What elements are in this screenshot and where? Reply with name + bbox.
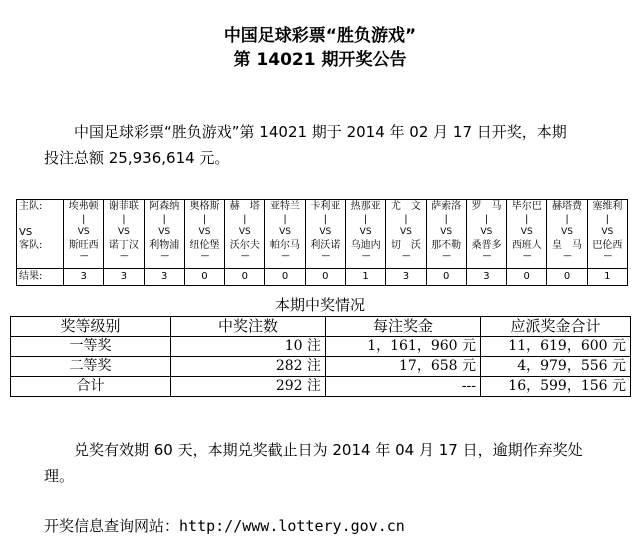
prize-table bbox=[10, 316, 631, 397]
home-team: 萨索洛 bbox=[431, 201, 462, 212]
match-result: 0 bbox=[265, 269, 305, 286]
vs-bar: | bbox=[525, 214, 529, 225]
away-team: 利物浦 bbox=[149, 240, 180, 251]
dash-mark: ---- bbox=[160, 251, 168, 260]
match-cell bbox=[305, 200, 345, 269]
home-team: 赫 塔 bbox=[229, 201, 260, 212]
away-team: 纽伦堡 bbox=[189, 240, 220, 251]
vs-mark: VS bbox=[279, 227, 291, 237]
vs-bar: | bbox=[202, 214, 207, 225]
vs-bar: | bbox=[444, 214, 448, 225]
dash-mark: ---- bbox=[522, 251, 531, 260]
match-cell bbox=[587, 200, 627, 269]
dash-mark: ---- bbox=[563, 251, 571, 260]
away-team: 乌迪内 bbox=[350, 240, 381, 251]
query-site bbox=[44, 515, 405, 537]
away-team: 帕尔马 bbox=[270, 240, 301, 251]
dash-mark: ---- bbox=[120, 251, 128, 260]
notice-line-1: 兑奖有效期 60 天，本期兑奖截止日为 2014 年 04 月 17 日，逾期作弃奖处 bbox=[74, 441, 583, 459]
away-team: 那不勒 bbox=[431, 240, 462, 251]
away-team: 切 沃 bbox=[390, 240, 421, 251]
prize-per: 1，161，960 元 bbox=[326, 337, 481, 357]
match-cell bbox=[64, 200, 104, 269]
query-site-label: 开奖信息查询网站： bbox=[44, 517, 180, 535]
match-result: 3 bbox=[64, 269, 104, 286]
prize-count: 292 注 bbox=[171, 377, 326, 397]
match-result: 3 bbox=[466, 269, 506, 286]
away-team: 沃尔夫 bbox=[229, 240, 260, 251]
intro-paragraph bbox=[44, 119, 624, 171]
vs-bar: | bbox=[565, 214, 569, 225]
away-team: 皇 马 bbox=[552, 240, 583, 251]
dash-mark: ---- bbox=[361, 251, 370, 260]
prize-level: 一等奖 bbox=[11, 337, 171, 357]
away-team: 西班人 bbox=[511, 240, 542, 251]
match-cell bbox=[507, 200, 547, 269]
header-level: 奖等级别 bbox=[11, 317, 171, 337]
notice-line-2: 理。 bbox=[44, 467, 75, 485]
header-per: 每注奖金 bbox=[326, 317, 481, 337]
home-team: 塞维利 bbox=[592, 201, 623, 212]
match-result: 0 bbox=[507, 269, 547, 286]
home-team: 赫塔费 bbox=[552, 201, 583, 212]
vs-mark: VS bbox=[601, 227, 614, 237]
home-team: 毕尔巴 bbox=[511, 201, 542, 212]
announcement-title: 中国足球彩票“胜负游戏” bbox=[223, 26, 417, 46]
away-label: 客队: bbox=[19, 240, 43, 251]
intro-line-2: 投注总额 25,936,614 元。 bbox=[44, 149, 230, 167]
vs-bar: | bbox=[162, 214, 166, 225]
home-label: 主队: bbox=[19, 201, 43, 212]
away-team: 桑普多 bbox=[471, 240, 502, 251]
match-cell bbox=[265, 200, 305, 269]
home-team: 热那亚 bbox=[350, 201, 381, 212]
dash-mark: ---- bbox=[321, 251, 330, 260]
row-labels-cell bbox=[17, 200, 64, 269]
dash-mark: ---- bbox=[281, 251, 289, 260]
away-team: 斯旺西 bbox=[68, 240, 99, 251]
match-result: 0 bbox=[426, 269, 466, 286]
header-total: 应派奖金合计 bbox=[481, 317, 631, 337]
prize-per: 17，658 元 bbox=[326, 357, 481, 377]
home-team: 卡利亚 bbox=[310, 201, 341, 212]
prize-total: 4，979，556 元 bbox=[481, 357, 631, 377]
match-result: 0 bbox=[305, 269, 345, 286]
match-results-table bbox=[16, 199, 628, 286]
prize-row-first bbox=[11, 337, 631, 357]
vs-mark: VS bbox=[359, 227, 372, 237]
vs-mark: VS bbox=[520, 227, 533, 237]
prize-total: 11，619，600 元 bbox=[481, 337, 631, 357]
prize-caption: 本期中奖情况 bbox=[274, 296, 365, 314]
prize-row-second bbox=[11, 357, 631, 377]
dash-mark: ---- bbox=[402, 251, 410, 260]
vs-mark: VS bbox=[561, 227, 573, 237]
prize-count: 282 注 bbox=[171, 357, 326, 377]
match-result: 0 bbox=[225, 269, 265, 286]
vs-bar: | bbox=[323, 214, 328, 225]
home-team: 阿森纳 bbox=[149, 201, 180, 212]
query-site-link[interactable]: http://www.lottery.gov.cn bbox=[179, 517, 405, 535]
match-cell bbox=[184, 200, 224, 269]
match-cell bbox=[547, 200, 587, 269]
away-team: 巴伦西 bbox=[592, 240, 623, 251]
match-result: 1 bbox=[345, 269, 385, 286]
vs-label: VS bbox=[19, 227, 33, 238]
notice-paragraph bbox=[44, 437, 624, 489]
vs-mark: VS bbox=[319, 227, 332, 237]
match-cell bbox=[426, 200, 466, 269]
match-cell bbox=[345, 200, 385, 269]
home-team: 亚特兰 bbox=[270, 201, 301, 212]
dash-mark: ---- bbox=[240, 251, 249, 260]
vs-bar: | bbox=[484, 214, 489, 225]
vs-mark: VS bbox=[399, 227, 412, 237]
prize-count: 10 注 bbox=[171, 337, 326, 357]
match-result: 3 bbox=[104, 269, 144, 286]
match-result: 1 bbox=[587, 269, 627, 286]
home-team: 奥格斯 bbox=[189, 201, 220, 212]
prize-total: 16，599，156 元 bbox=[481, 377, 631, 397]
dash-mark: ---- bbox=[442, 251, 450, 260]
vs-mark: VS bbox=[480, 227, 493, 237]
vs-mark: VS bbox=[440, 227, 453, 237]
results-row bbox=[17, 269, 628, 286]
teams-row bbox=[17, 200, 628, 269]
away-team: 利沃诺 bbox=[310, 240, 341, 251]
match-cell bbox=[144, 200, 184, 269]
match-result: 0 bbox=[184, 269, 224, 286]
dash-mark: ---- bbox=[79, 251, 88, 260]
vs-bar: | bbox=[283, 214, 287, 225]
match-cell bbox=[225, 200, 265, 269]
prize-row-sum bbox=[11, 377, 631, 397]
vs-mark: VS bbox=[77, 227, 90, 237]
home-team: 罗 马 bbox=[471, 201, 502, 212]
vs-bar: | bbox=[122, 214, 126, 225]
vs-bar: | bbox=[605, 214, 610, 225]
match-cell bbox=[104, 200, 144, 269]
result-label: 结果: bbox=[17, 269, 64, 286]
match-result: 3 bbox=[144, 269, 184, 286]
home-team: 尤 文 bbox=[390, 201, 421, 212]
prize-per: --- bbox=[326, 377, 481, 397]
vs-mark: VS bbox=[238, 227, 251, 237]
vs-bar: | bbox=[363, 214, 368, 225]
match-cell bbox=[466, 200, 506, 269]
away-team: 诺丁汉 bbox=[108, 240, 139, 251]
match-cell bbox=[386, 200, 426, 269]
intro-line-1: 中国足球彩票“胜负游戏”第 14021 期于 2014 年 02 月 17 日开奖，本期 bbox=[74, 123, 567, 141]
dash-mark: ---- bbox=[603, 251, 612, 260]
match-result: 0 bbox=[547, 269, 587, 286]
vs-mark: VS bbox=[117, 227, 130, 237]
prize-level: 二等奖 bbox=[11, 357, 171, 377]
prize-level: 合计 bbox=[11, 377, 171, 397]
vs-bar: | bbox=[243, 214, 247, 225]
home-team: 埃弗顿 bbox=[68, 201, 99, 212]
announcement-subtitle: 第 14021 期开奖公告 bbox=[233, 50, 407, 70]
vs-mark: VS bbox=[198, 227, 211, 237]
vs-bar: | bbox=[81, 214, 86, 225]
dash-mark: ---- bbox=[482, 251, 491, 260]
vs-mark: VS bbox=[158, 227, 171, 237]
header-count: 中奖注数 bbox=[171, 317, 326, 337]
prize-header-row bbox=[11, 317, 631, 337]
match-result: 3 bbox=[386, 269, 426, 286]
dash-mark: ---- bbox=[200, 251, 209, 260]
vs-bar: | bbox=[404, 214, 408, 225]
home-team: 谢菲联 bbox=[108, 201, 139, 212]
